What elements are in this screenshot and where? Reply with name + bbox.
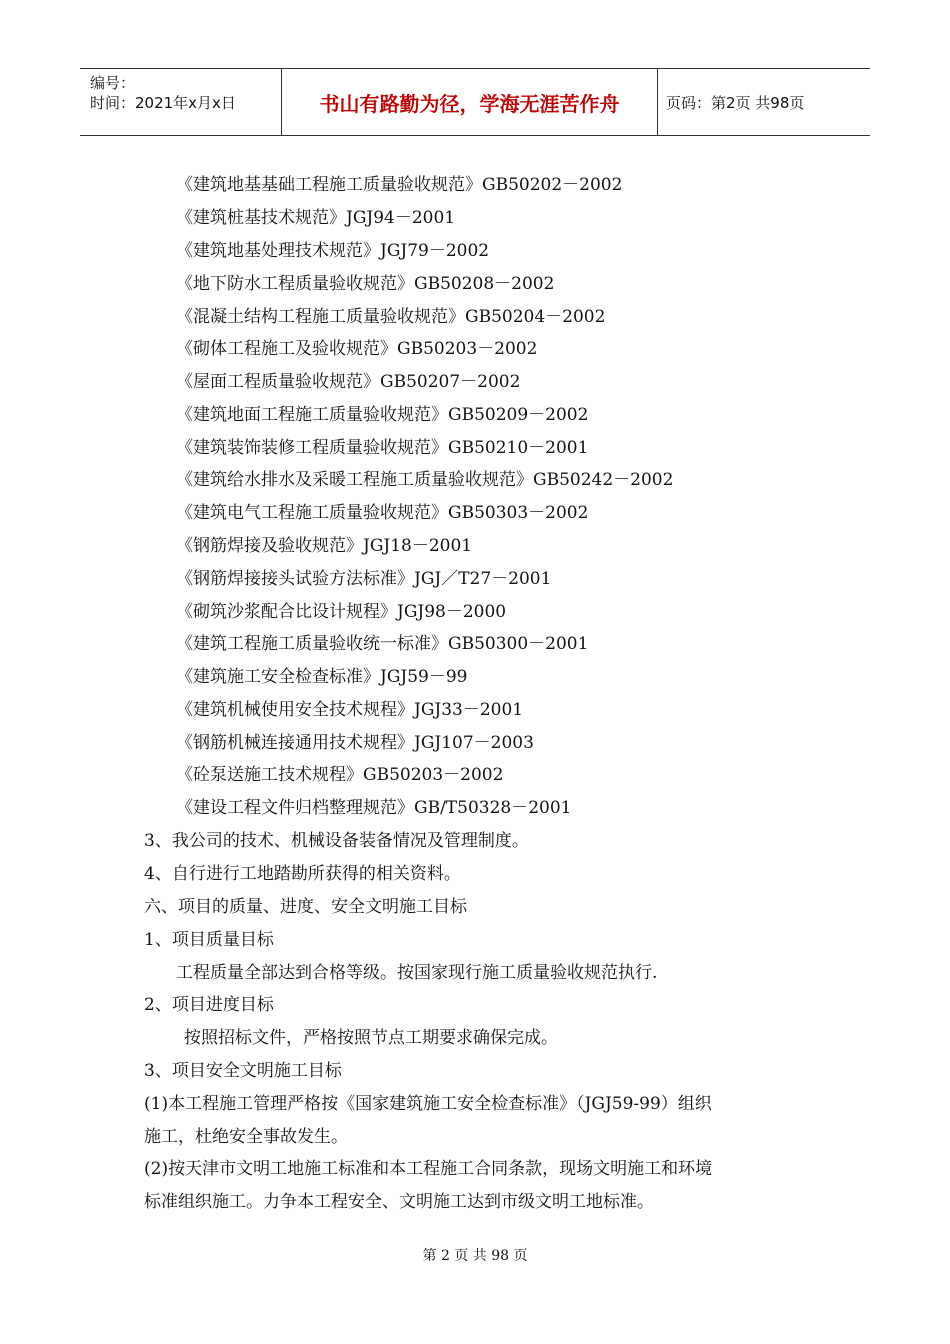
standard-item: 《建筑地基基础工程施工质量验收规范》GB50202－2002 [176,175,623,195]
standard-item: 《钢筋焊接及验收规范》JGJ18－2001 [176,536,473,556]
paragraph-line: 标准组织施工。力争本工程安全、文明施工达到市级文明工地标准。 [144,1192,654,1212]
standard-item: 《砌筑沙浆配合比设计规程》JGJ98－2000 [176,602,507,622]
code-label: 编号： [90,74,136,92]
subsection-heading: 3、项目安全文明施工目标 [144,1061,342,1081]
subsection-heading: 1、项目质量目标 [144,930,274,950]
standard-item: 《钢筋焊接接头试验方法标准》JGJ／T27－2001 [176,569,552,589]
header-motto: 书山有路勤为径，学海无涯苦作舟 [282,69,658,135]
standard-item: 《钢筋机械连接通用技术规程》JGJ107－2003 [176,733,534,753]
header-meta [80,69,282,135]
standard-item: 《建筑地面工程施工质量验收规范》GB50209－2002 [176,405,589,425]
standard-item: 《建筑电气工程施工质量验收规范》GB50303－2002 [176,503,589,523]
list-item: 4、自行进行工地踏勘所获得的相关资料。 [144,864,461,884]
standard-item: 《砼泵送施工技术规程》GB50203－2002 [176,765,504,785]
paragraph: 工程质量全部达到合格等级。按国家现行施工质量验收规范执行. [176,963,658,983]
paragraph-line: (1)本工程施工管理严格按《国家建筑施工安全检查标准》（JGJ59-99）组织 [144,1094,712,1114]
standard-item: 《地下防水工程质量验收规范》GB50208－2002 [176,274,555,294]
standard-item: 《建筑桩基技术规范》JGJ94－2001 [176,208,456,228]
standard-item: 《砌体工程施工及验收规范》GB50203－2002 [176,339,538,359]
standard-item: 《建筑施工安全检查标准》JGJ59－99 [176,667,468,687]
page-footer: 第 2 页 共 98 页 [422,1248,528,1264]
page-header [80,68,870,136]
paragraph-line: (2)按天津市文明工地施工标准和本工程施工合同条款，现场文明施工和环境 [144,1159,713,1179]
date-label: 时间：2021年x月x日 [90,94,236,112]
subsection-heading: 2、项目进度目标 [144,995,274,1015]
paragraph-line: 施工，杜绝安全事故发生。 [144,1127,348,1147]
standard-item: 《建筑机械使用安全技术规程》JGJ33－2001 [176,700,524,720]
section-heading: 六、项目的质量、进度、安全文明施工目标 [144,897,467,917]
standard-item: 《屋面工程质量验收规范》GB50207－2002 [176,372,521,392]
standard-item: 《混凝土结构工程施工质量验收规范》GB50204－2002 [176,307,606,327]
paragraph: 按照招标文件，严格按照节点工期要求确保完成。 [184,1028,558,1048]
header-page-info: 页码：第2页 共98页 [666,93,805,112]
list-item: 3、我公司的技术、机械设备装备情况及管理制度。 [144,831,529,851]
standard-item: 《建筑给水排水及采暖工程施工质量验收规范》GB50242－2002 [176,470,674,490]
standard-item: 《建设工程文件归档整理规范》GB/T50328－2001 [176,798,572,818]
standard-item: 《建筑地基处理技术规范》JGJ79－2002 [176,241,490,261]
standard-item: 《建筑装饰装修工程质量验收规范》GB50210－2001 [176,438,589,458]
standard-item: 《建筑工程施工质量验收统一标准》GB50300－2001 [176,634,589,654]
